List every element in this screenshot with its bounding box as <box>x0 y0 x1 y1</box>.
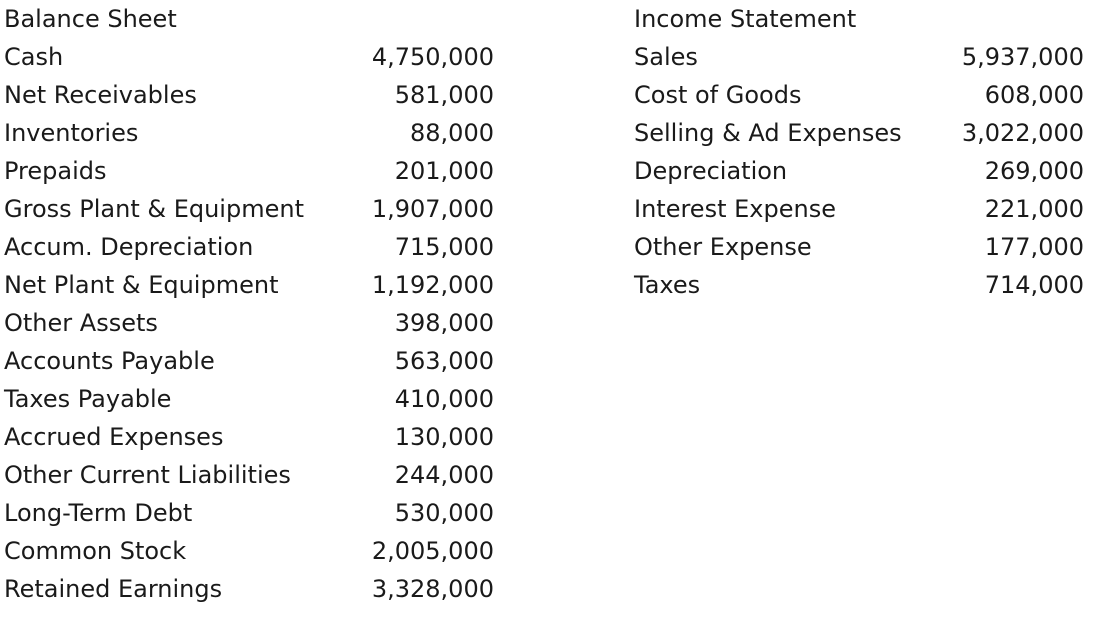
income-statement-row-label: Other Expense <box>634 233 812 261</box>
balance-sheet-row-label: Cash <box>4 43 64 71</box>
balance-sheet-row-value: 201,000 <box>394 157 494 185</box>
income-statement-row-value: 221,000 <box>984 195 1084 223</box>
balance-sheet-row-label: Net Plant & Equipment <box>4 271 279 299</box>
balance-sheet-row-value: 2,005,000 <box>371 537 494 565</box>
balance-sheet-row-label: Accrued Expenses <box>4 423 224 451</box>
balance-sheet-row-value: 410,000 <box>394 385 494 413</box>
balance-sheet-row-label: Long-Term Debt <box>4 499 193 527</box>
income-statement-row-value: 269,000 <box>984 157 1084 185</box>
balance-sheet-row-value: 563,000 <box>394 347 494 375</box>
income-statement-row-label: Interest Expense <box>634 195 836 223</box>
balance-sheet-row-value: 3,328,000 <box>371 575 494 603</box>
balance-sheet-row-label: Taxes Payable <box>4 385 172 413</box>
income-statement-row-value: 714,000 <box>984 271 1084 299</box>
income-statement-row-label: Depreciation <box>634 157 788 185</box>
income-statement-row-value: 5,937,000 <box>961 43 1084 71</box>
balance-sheet-row-label: Inventories <box>4 119 139 147</box>
balance-sheet-row-value: 1,192,000 <box>371 271 494 299</box>
income-statement-row-label: Selling & Ad Expenses <box>634 119 902 147</box>
balance-sheet-row-label: Net Receivables <box>4 81 197 109</box>
balance-sheet-row-value: 715,000 <box>394 233 494 261</box>
balance-sheet-row-value: 130,000 <box>394 423 494 451</box>
balance-sheet-row-value: 4,750,000 <box>371 43 494 71</box>
balance-sheet-row-value: 581,000 <box>394 81 494 109</box>
balance-sheet-row-label: Retained Earnings <box>4 575 223 603</box>
balance-sheet-row-label: Other Assets <box>4 309 158 337</box>
balance-sheet-row-label: Gross Plant & Equipment <box>4 195 304 223</box>
balance-sheet-row-label: Accounts Payable <box>4 347 215 375</box>
balance-sheet-row-value: 398,000 <box>394 309 494 337</box>
balance-sheet-row-value: 530,000 <box>394 499 494 527</box>
income-statement-row-value: 3,022,000 <box>961 119 1084 147</box>
balance-sheet-row-value: 88,000 <box>410 119 494 147</box>
balance-sheet-row-value: 1,907,000 <box>371 195 494 223</box>
balance-sheet-title: Balance Sheet <box>4 5 177 33</box>
income-statement-row-label: Cost of Goods <box>634 81 802 109</box>
balance-sheet-row-label: Other Current Liabilities <box>4 461 291 489</box>
income-statement-title: Income Statement <box>634 5 857 33</box>
income-statement-row-label: Sales <box>634 43 698 71</box>
income-statement-row-value: 177,000 <box>984 233 1084 261</box>
balance-sheet-row-label: Common Stock <box>4 537 187 565</box>
balance-sheet-row-label: Accum. Depreciation <box>4 233 254 261</box>
income-statement-row-label: Taxes <box>634 271 701 299</box>
income-statement-row-value: 608,000 <box>984 81 1084 109</box>
balance-sheet-row-label: Prepaids <box>4 157 107 185</box>
balance-sheet-row-value: 244,000 <box>394 461 494 489</box>
